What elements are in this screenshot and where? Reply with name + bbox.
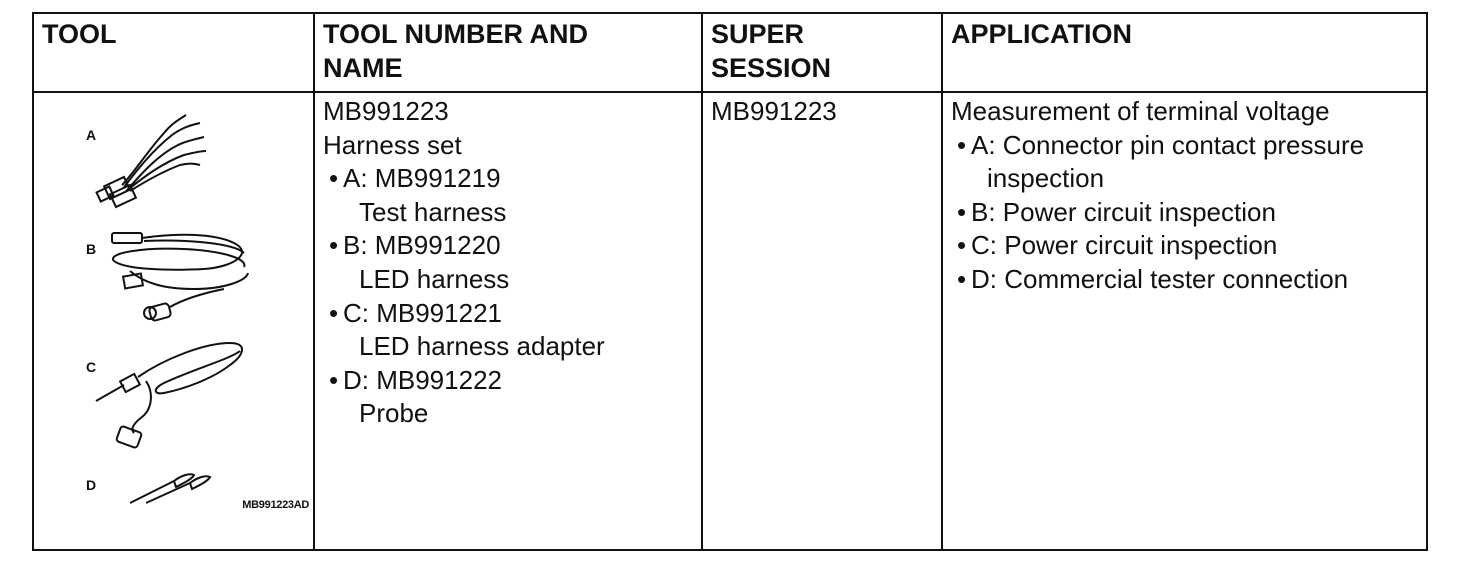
list-item: • B: Power circuit inspection [957, 196, 1276, 227]
header-tool-label: TOOL [42, 19, 117, 49]
header-supersession [702, 13, 942, 92]
header-tool-number-line1: TOOL NUMBER AND [323, 19, 589, 49]
figure-code: MB991223AD [242, 499, 309, 512]
item-a-code: A: MB991219 [343, 163, 501, 194]
figure-label-c: C [86, 359, 97, 375]
probe-icon [130, 474, 210, 503]
app-item-a-cont: inspection [987, 163, 1105, 194]
tool-drawings [34, 93, 315, 553]
list-item: • D: MB991222 [329, 364, 502, 395]
header-application [942, 13, 1427, 92]
application-cell [942, 92, 1427, 550]
list-item: • A: MB991219 [329, 163, 501, 194]
header-tool-number-line2: NAME [323, 53, 403, 83]
item-c-code: C: MB991221 [343, 297, 502, 328]
list-item: • D: Commercial tester connection [957, 263, 1349, 294]
app-item-d: D: Commercial tester connection [971, 263, 1349, 294]
item-d-code: D: MB991222 [343, 364, 502, 395]
supersession-cell [702, 92, 942, 550]
table-header-row [33, 13, 1427, 92]
application-title: Measurement of terminal voltage [951, 96, 1330, 126]
app-item-a: A: Connector pin contact pressure [971, 129, 1365, 160]
item-b-name: LED harness [359, 263, 510, 294]
app-item-b: B: Power circuit inspection [971, 196, 1276, 227]
item-c-name: LED harness adapter [359, 331, 605, 362]
figure-label-b: B [86, 241, 97, 257]
tool-illustration-cell [33, 92, 314, 550]
led-harness-adapter-icon [96, 343, 242, 448]
header-super-line1: SUPER [711, 19, 805, 49]
header-tool [33, 13, 314, 92]
list-item: • C: MB991221 [329, 297, 502, 328]
item-a-name: Test harness [359, 196, 507, 227]
item-b-code: B: MB991220 [343, 230, 501, 261]
app-item-c: C: Power circuit inspection [971, 230, 1278, 261]
figure-label-d: D [86, 477, 97, 493]
item-d-name: Probe [359, 398, 429, 429]
header-super-line2: SESSION [711, 53, 832, 83]
special-tools-table [32, 12, 1428, 551]
tool-name: Harness set [323, 129, 462, 160]
header-application-label: APPLICATION [951, 19, 1132, 49]
figure-label-a: A [86, 127, 97, 143]
table-row [33, 92, 1427, 550]
list-item: • B: MB991220 [329, 230, 501, 261]
tool-number-cell [314, 92, 702, 550]
list-item: • C: Power circuit inspection [957, 230, 1278, 261]
led-harness-icon [112, 233, 248, 321]
test-harness-icon [97, 115, 206, 207]
header-tool-number [314, 13, 702, 92]
supersession-value: MB991223 [711, 96, 837, 126]
list-item: • A: Connector pin contact pressure [957, 129, 1365, 160]
tool-number: MB991223 [323, 96, 449, 126]
tool-illustration [34, 93, 315, 553]
